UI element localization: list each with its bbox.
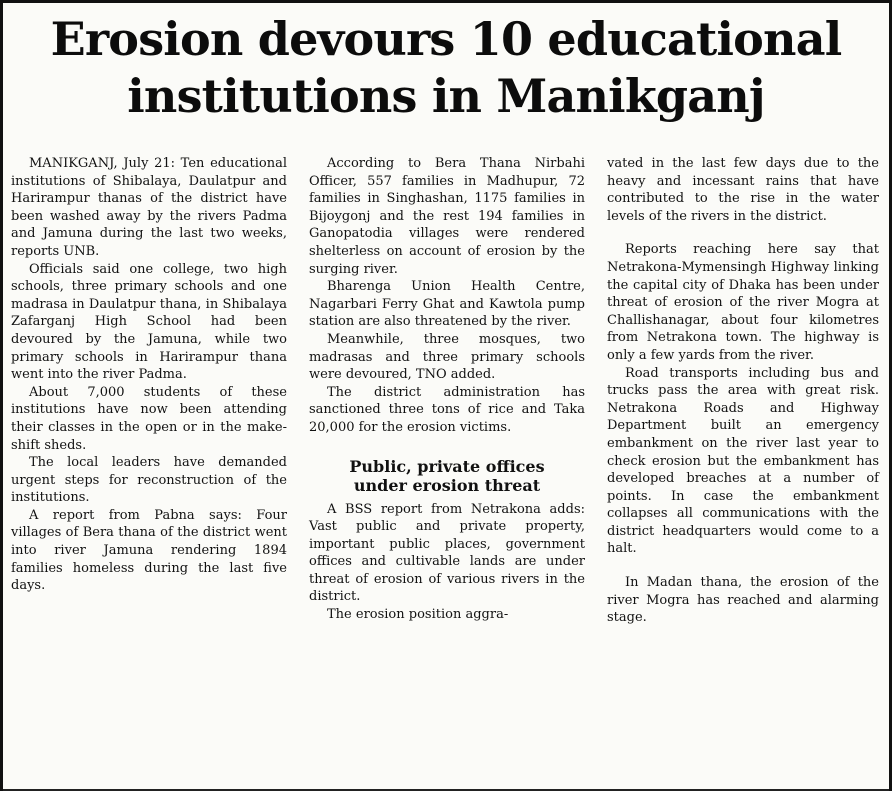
paragraph: MANIKGANJ, July 21: Ten educational institutions of Shibalaya, Daulatpur and Harirampur thanas of the district have been washed away by the rivers Padma and Jamuna during the last two weeks, reports UNB.: [11, 156, 287, 259]
headline-line-2: institutions in Manikganj: [127, 69, 765, 123]
paragraph: The erosion position aggra-: [327, 607, 509, 623]
paragraph: About 7,000 students of these institutions have now been attending their classes in the open or in the make-shift sheds.: [11, 384, 287, 453]
headline: [3, 3, 889, 125]
paragraph: According to Bera Thana Nirbahi Officer, 557 families in Madhupur, 72 families in Singhashan, 1175 families in Bijoygonj and the rest 194 families in Ganopatodia villages were rendered shelterless on account of erosion by the surging river.: [309, 156, 585, 277]
column-3: [607, 155, 879, 627]
paragraph: In Madan thana, the erosion of the river Mogra has reached and alarming stage.: [607, 575, 879, 626]
paragraph: Road transports including bus and trucks pass the area with great risk. Netrakona Roads and Highway Department built an emergency embankment on the river last year to check erosion but the embankment has developed breaches at a number of points. In case the embankment collapses all communications with the district headquarters would come to a halt.: [607, 365, 879, 557]
subheading: [309, 457, 585, 495]
paragraph: Bharenga Union Health Centre, Nagarbari Ferry Ghat and Kawtola pump station are also threatened by the river.: [309, 279, 585, 330]
subheading-line-1: Public, private offices: [349, 456, 545, 476]
paragraph: A BSS report from Netrakona adds: Vast public and private property, important public places, government offices and cultivable lands are under threat of erosion of various rivers in the district.: [309, 501, 585, 605]
paragraph: Officials said one college, two high schools, three primary schools and one madrasa in Daulatpur thana, in Shibalaya Zafarganj High School had been devoured by the Jamuna, while two primary schools in Harirampur thana went into the river Padma.: [11, 261, 287, 383]
article-body: [3, 155, 889, 791]
paragraph: The district administration has sanctioned three tons of rice and Taka 20,000 for the erosion victims.: [309, 384, 585, 435]
column-2: [309, 155, 585, 624]
paragraph: The local leaders have demanded urgent steps for reconstruction of the institutions.: [11, 455, 287, 506]
paragraph: Meanwhile, three mosques, two madrasas and three primary schools were devoured, TNO added.: [309, 331, 585, 383]
paragraph: A report from Pabna says: Four villages of Bera thana of the district went into river Jamuna rendering 1894 families homeless during the last five days.: [11, 507, 287, 594]
paragraph-continued: vated in the last few days due to the heavy and incessant rains that have contributed to the rise in the water levels of the rivers in the district.: [607, 156, 879, 224]
column-1: [11, 155, 287, 595]
subheading-line-2: under erosion threat: [353, 475, 541, 495]
paragraph: Reports reaching here say that Netrakona-Mymensingh Highway linking the capital city of Dhaka has been under threat of erosion of the river Mogra at Challishanagar, about four kilometres from Netrakona town. The highway is only a few yards from the river.: [607, 242, 879, 363]
headline-line-1: Erosion devours 10 educational: [50, 12, 842, 66]
